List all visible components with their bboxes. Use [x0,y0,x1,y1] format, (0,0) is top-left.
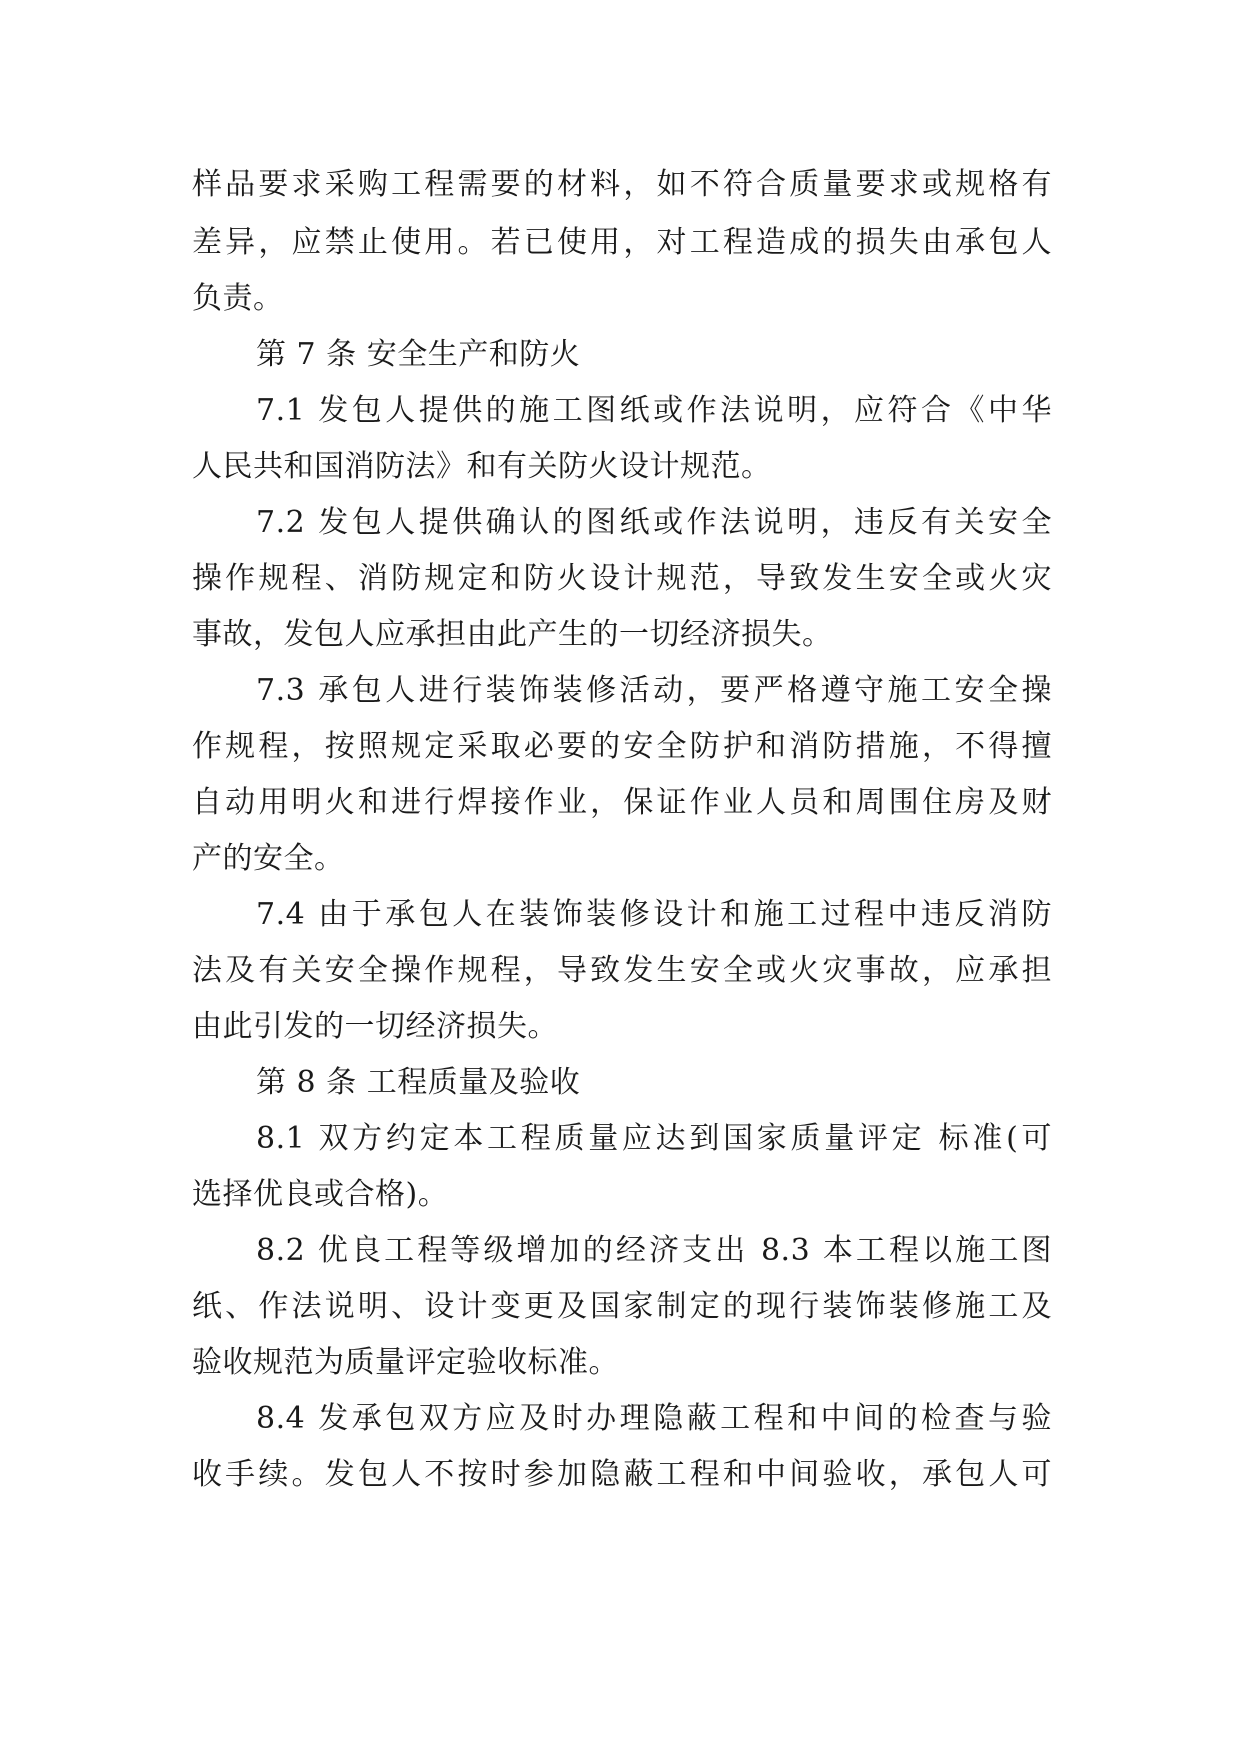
text-line: 收手续。发包人不按时参加隐蔽工程和中间验收，承包人可 [192,1457,1052,1492]
text-line: 验收规范为质量评定验收标准。 [192,1345,619,1380]
text-line: 差异，应禁止使用。若已使用，对工程造成的损失由承包人 [192,225,1052,260]
text-line: 8.1 双方约定本工程质量应达到国家质量评定 标准(可 [256,1121,1052,1156]
text-line: 样品要求采购工程需要的材料，如不符合质量要求或规格有 [192,167,1052,202]
text-line: 8.2 优良工程等级增加的经济支出 8.3 本工程以施工图 [256,1233,1052,1268]
text-line: 产的安全。 [192,841,345,876]
text-line: 7.4 由于承包人在装饰装修设计和施工过程中违反消防 [256,897,1052,932]
text-line: 7.3 承包人进行装饰装修活动，要严格遵守施工安全操 [256,673,1052,708]
text-line: 人民共和国消防法》和有关防火设计规范。 [192,449,772,484]
text-line: 负责。 [192,281,284,316]
text-line: 8.4 发承包双方应及时办理隐蔽工程和中间的检查与验 [256,1401,1052,1436]
text-line: 自动用明火和进行焊接作业，保证作业人员和周围住房及财 [192,785,1052,820]
text-line: 7.1 发包人提供的施工图纸或作法说明，应符合《中华 [256,393,1052,428]
text-line: 纸、作法说明、设计变更及国家制定的现行装饰装修施工及 [192,1289,1052,1324]
text-line: 法及有关安全操作规程，导致发生安全或火灾事故，应承担 [192,953,1052,988]
text-line: 由此引发的一切经济损失。 [192,1009,558,1044]
text-line: 事故，发包人应承担由此产生的一切经济损失。 [192,617,833,652]
section-heading-7: 第 7 条 安全生产和防火 [256,337,581,372]
section-heading-8: 第 8 条 工程质量及验收 [256,1065,581,1100]
text-line: 操作规程、消防规定和防火设计规范，导致发生安全或火灾 [192,561,1052,596]
text-line: 7.2 发包人提供确认的图纸或作法说明，违反有关安全 [256,505,1052,540]
text-line: 作规程，按照规定采取必要的安全防护和消防措施，不得擅 [192,729,1052,764]
text-line: 选择优良或合格)。 [192,1177,449,1212]
